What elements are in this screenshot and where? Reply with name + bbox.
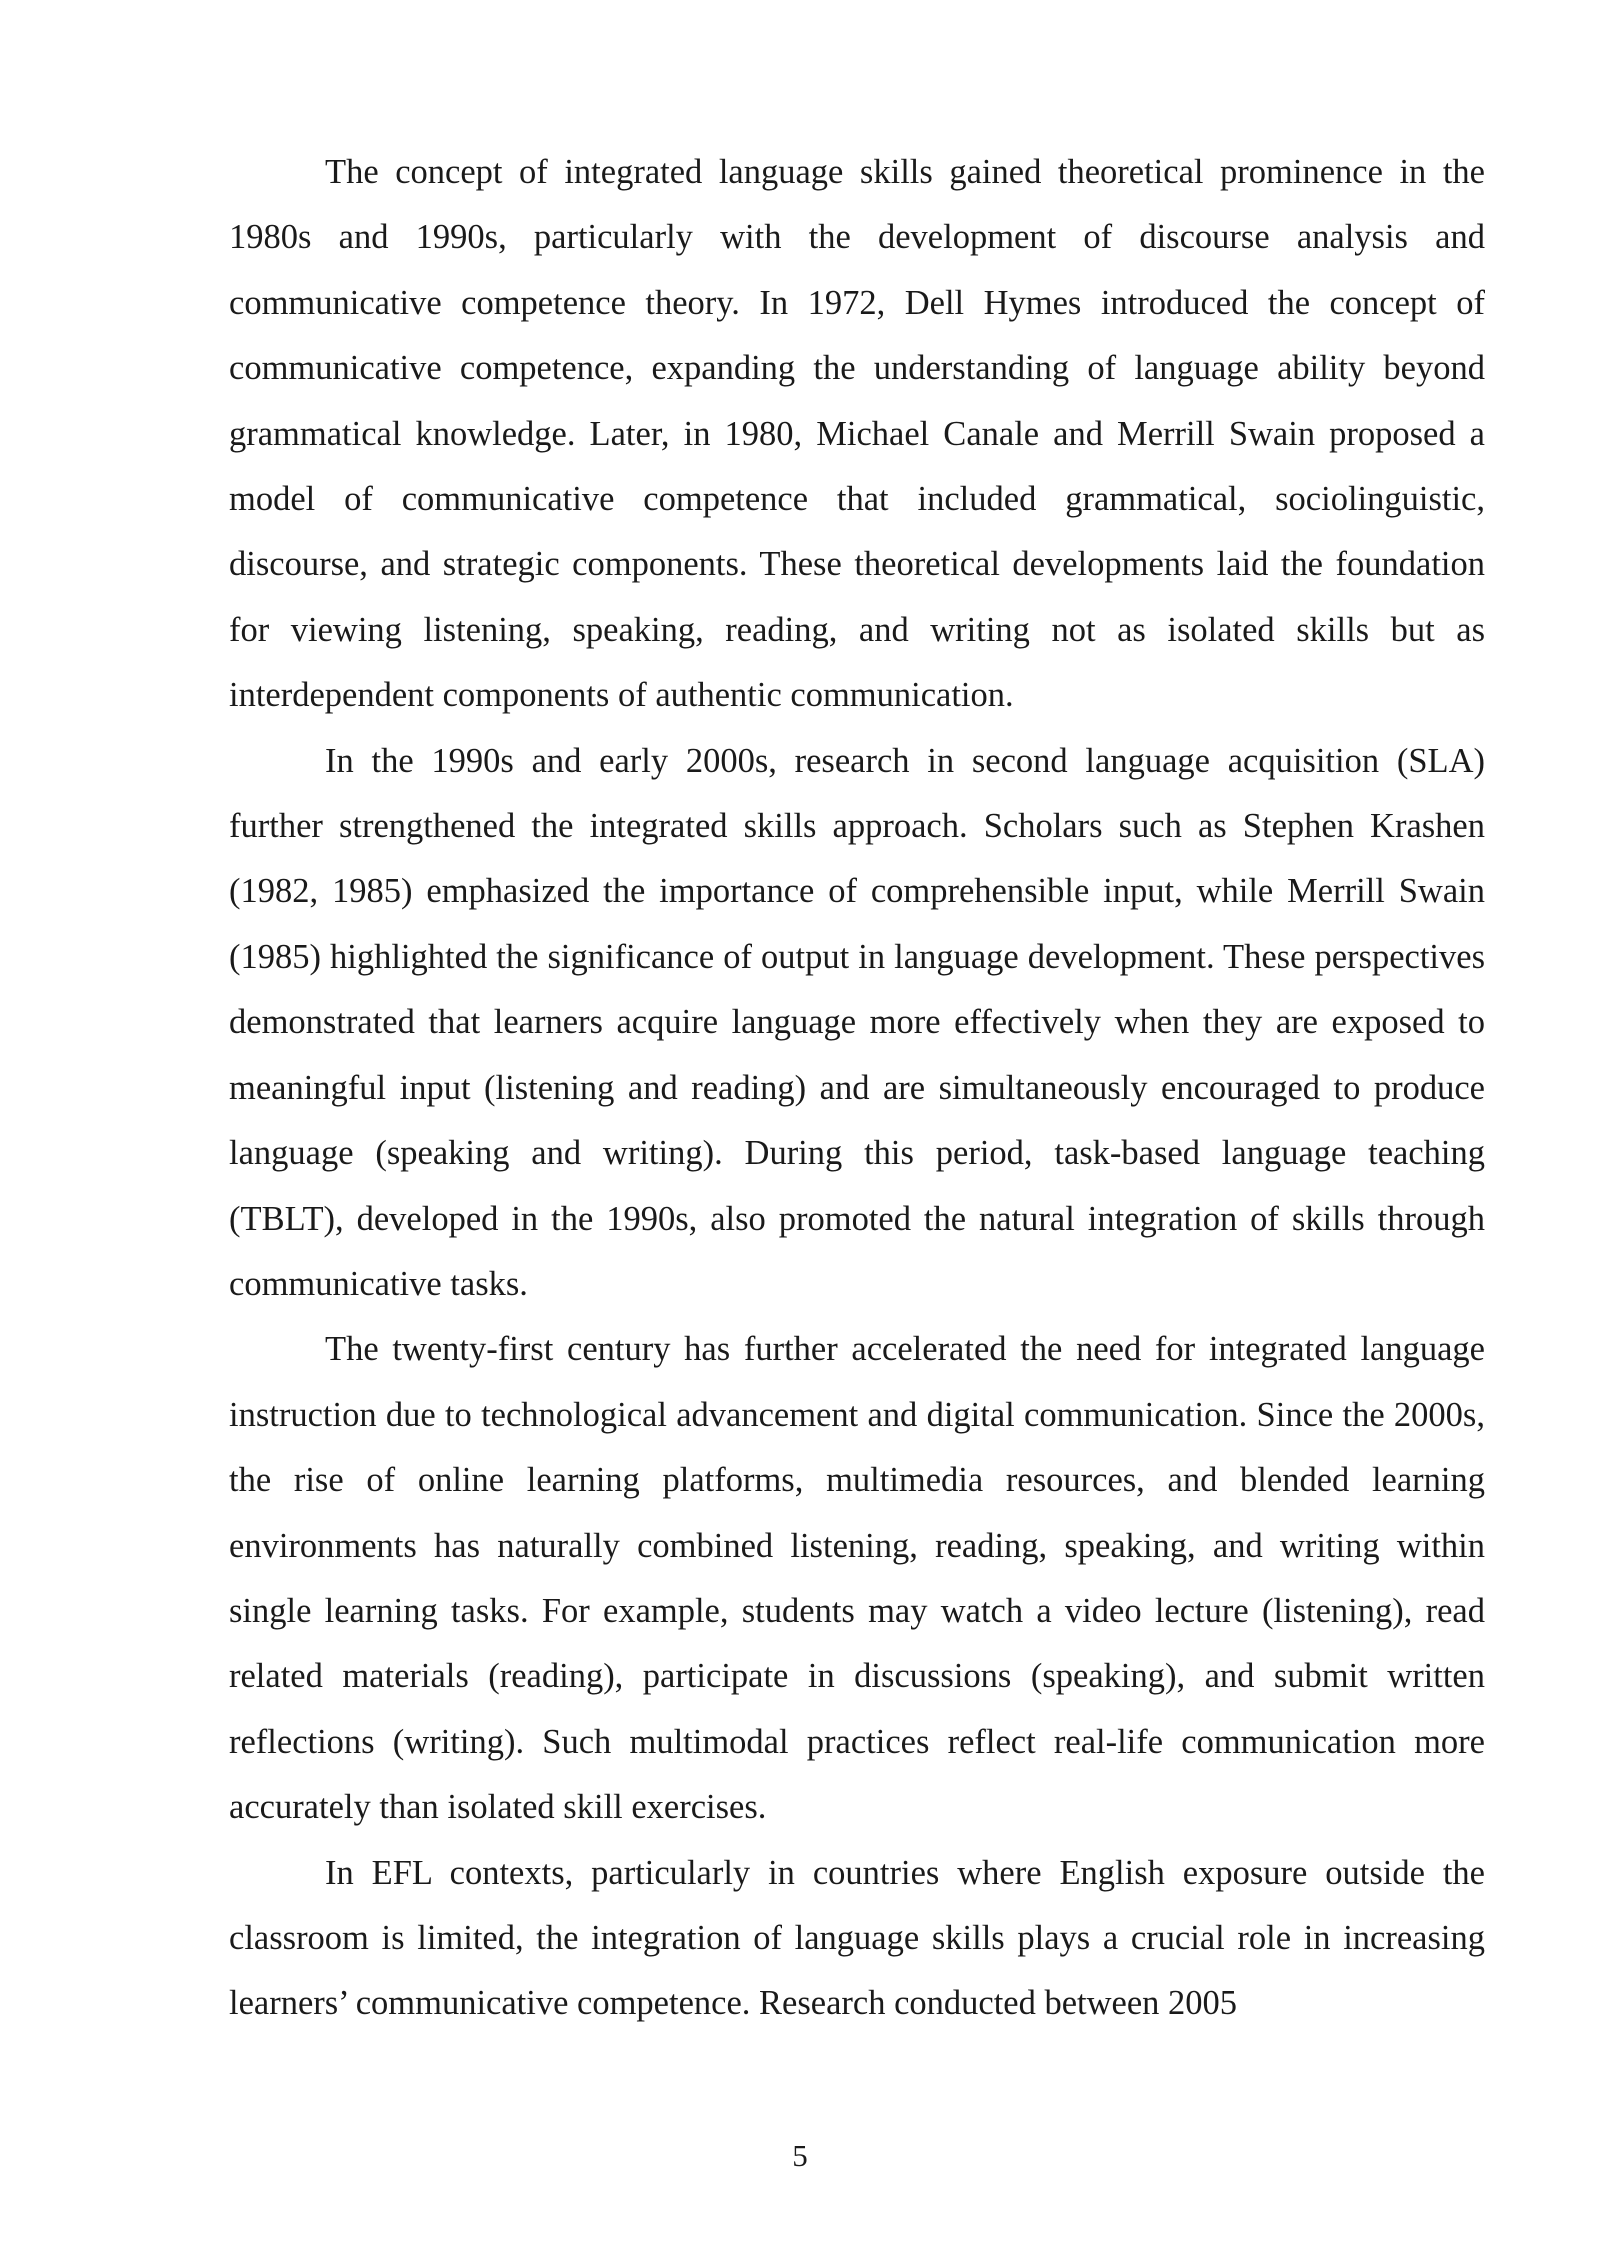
body-text	[229, 140, 1485, 2037]
paragraph-theoretical-prominence: The concept of integrated language skills gained theoretical prominence in the 1980s and 1990s, particularly with the development of discourse analysis and communicative competence theory. In 1972, Dell Hymes introduced the concept of communicative competence, expanding the understanding of language ability beyond grammatical knowledge. Later, in 1980, Michael Canale and Merrill Swain proposed a model of communicative competence that included grammatical, sociolinguistic, discourse, and strategic components. These theoretical developments laid the foundation for viewing listening, speaking, reading, and writing not as isolated skills but as interdependent components of authentic communication.	[229, 153, 1485, 715]
paragraph-sla-research: In the 1990s and early 2000s, research in second language acquisition (SLA) further strengthened the integrated skills approach. Scholars such as Stephen Krashen (1982, 1985) emphasized the importance of comprehensible input, while Merrill Swain (1985) highlighted the significance of output in language development. These perspectives demonstrated that learners acquire language more effectively when they are exposed to meaningful input (listening and reading) and are simultaneously encouraged to produce language (speaking and writing). During this period, task-based language teaching (TBLT), developed in the 1990s, also promoted the natural integration of skills through communicative tasks.	[229, 741, 1485, 1303]
page-number: 5	[792, 2138, 808, 2173]
paragraph-efl-contexts: In EFL contexts, particularly in countries where English exposure outside the classroom is limited, the integration of language skills plays a crucial role in increasing learners’ communicative competence. Research conducted between 2005	[229, 1853, 1485, 2023]
paragraph-twenty-first-century: The twenty-first century has further accelerated the need for integrated language instruction due to technological advancement and digital communication. Since the 2000s, the rise of online learning platforms, multimedia resources, and blended learning environments has naturally combined listening, reading, speaking, and writing within single learning tasks. For example, students may watch a video lecture (listening), read related materials (reading), participate in discussions (speaking), and submit written reflections (writing). Such multimodal practices reflect real-life communication more accurately than isolated skill exercises.	[229, 1330, 1485, 1827]
